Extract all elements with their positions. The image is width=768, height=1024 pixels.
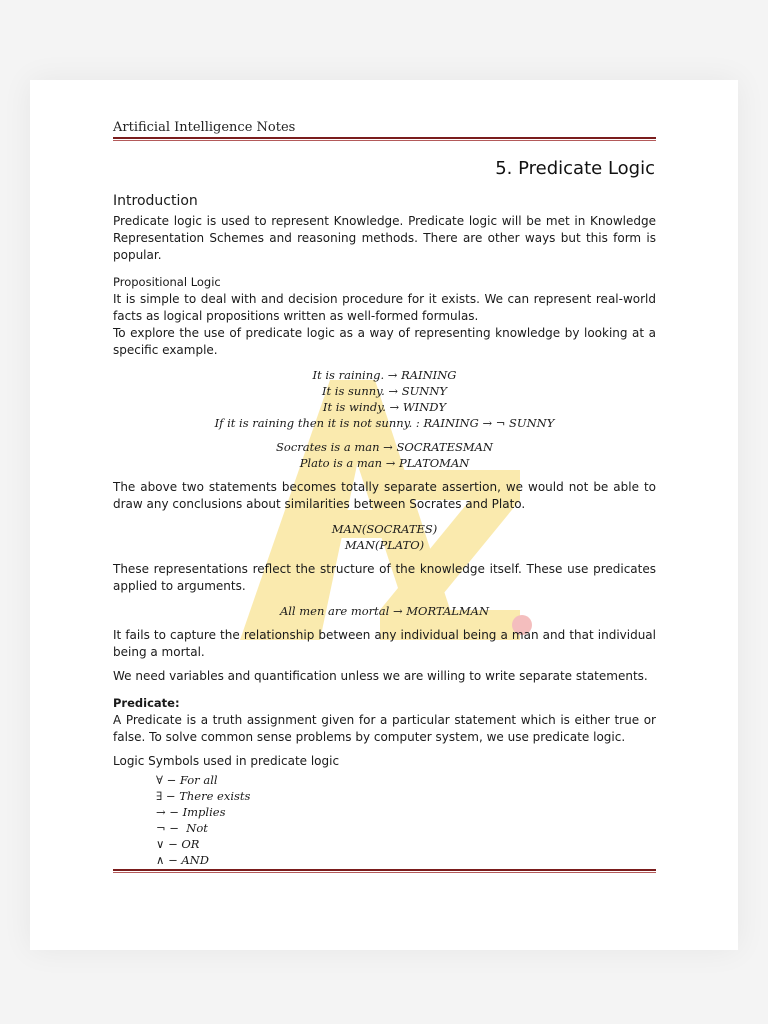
propositional-paragraph-3: The above two statements becomes totally separate assertion, we would not be able to draw any conclusions about similarities between Socrates and Plato.	[113, 480, 656, 511]
formula-line: Plato is a man → PLATOMAN	[299, 456, 470, 470]
symbol-meaning: AND	[181, 853, 209, 867]
formula-block-3	[113, 521, 656, 553]
formula-line: It is raining. → RAINING	[312, 368, 457, 382]
symbol-row: ¬ − Not	[156, 821, 208, 835]
symbols-intro: Logic Symbols used in predicate logic	[113, 754, 340, 768]
formula-line: If it is raining then it is not sunny. : RAINING → ¬ SUNNY	[214, 416, 555, 430]
formula-block-4	[113, 603, 656, 619]
symbol-glyph: →	[156, 805, 166, 819]
running-header: Artificial Intelligence Notes	[113, 120, 296, 135]
symbol-glyph: ∨	[156, 837, 165, 851]
symbol-glyph: ∃	[156, 789, 163, 803]
formula-block-1	[113, 367, 656, 431]
symbol-meaning: Implies	[182, 805, 226, 819]
document-body	[113, 193, 656, 868]
propositional-heading: Propositional Logic	[113, 275, 221, 289]
symbol-glyph: ∧	[156, 853, 165, 867]
intro-paragraph: Predicate logic is used to represent Knowledge. Predicate logic will be met in Knowledge Representation Schemes and reasoning methods. There are other ways but this form is popular.	[113, 214, 656, 262]
symbol-row: → − Implies	[156, 805, 226, 819]
intro-heading: Introduction	[113, 193, 198, 209]
propositional-paragraph-6: We need variables and quantification unless we are willing to write separate statements.	[113, 669, 648, 683]
symbol-row: ∀ − For all	[156, 773, 218, 787]
propositional-paragraph-5: It fails to capture the relationship between any individual being a man and that individual being a mortal.	[113, 628, 656, 659]
symbol-row: ∃ − There exists	[156, 789, 251, 803]
symbol-glyph: ¬	[156, 821, 166, 835]
formula-line: Socrates is a man → SOCRATESMAN	[276, 440, 493, 454]
symbol-meaning: Not	[186, 821, 208, 835]
symbol-meaning: OR	[181, 837, 200, 851]
propositional-paragraph-4: These representations reflect the structure of the knowledge itself. These use predicates applied to arguments.	[113, 562, 656, 593]
symbol-meaning: For all	[179, 773, 218, 787]
propositional-paragraph-2: To explore the use of predicate logic as a way of representing knowledge by looking at a specific example.	[113, 326, 656, 357]
symbol-meaning: There exists	[179, 789, 251, 803]
chapter-title: 5. Predicate Logic	[495, 158, 655, 179]
symbol-list	[156, 772, 656, 868]
formula-block-2	[113, 439, 656, 471]
formula-line: All men are mortal → MORTALMAN	[279, 604, 490, 618]
formula-line: It is sunny. → SUNNY	[321, 384, 448, 398]
symbol-row: ∨ − OR	[156, 837, 200, 851]
formula-line: It is windy. → WINDY	[322, 400, 447, 414]
formula-line: MAN(PLATO)	[344, 538, 425, 552]
propositional-paragraph-1: It is simple to deal with and decision procedure for it exists. We can represent real-world facts as logical propositions written as well-formed formulas.	[113, 292, 656, 323]
predicate-heading: Predicate:	[113, 696, 180, 710]
formula-line: MAN(SOCRATES)	[331, 522, 438, 536]
header-rule	[113, 137, 656, 141]
footer-rule	[113, 869, 656, 873]
symbol-glyph: ∀	[156, 773, 163, 787]
symbol-row: ∧ − AND	[156, 853, 209, 867]
predicate-paragraph: A Predicate is a truth assignment given for a particular statement which is either true or false. To solve common sense problems by computer system, we use predicate logic.	[113, 713, 656, 744]
